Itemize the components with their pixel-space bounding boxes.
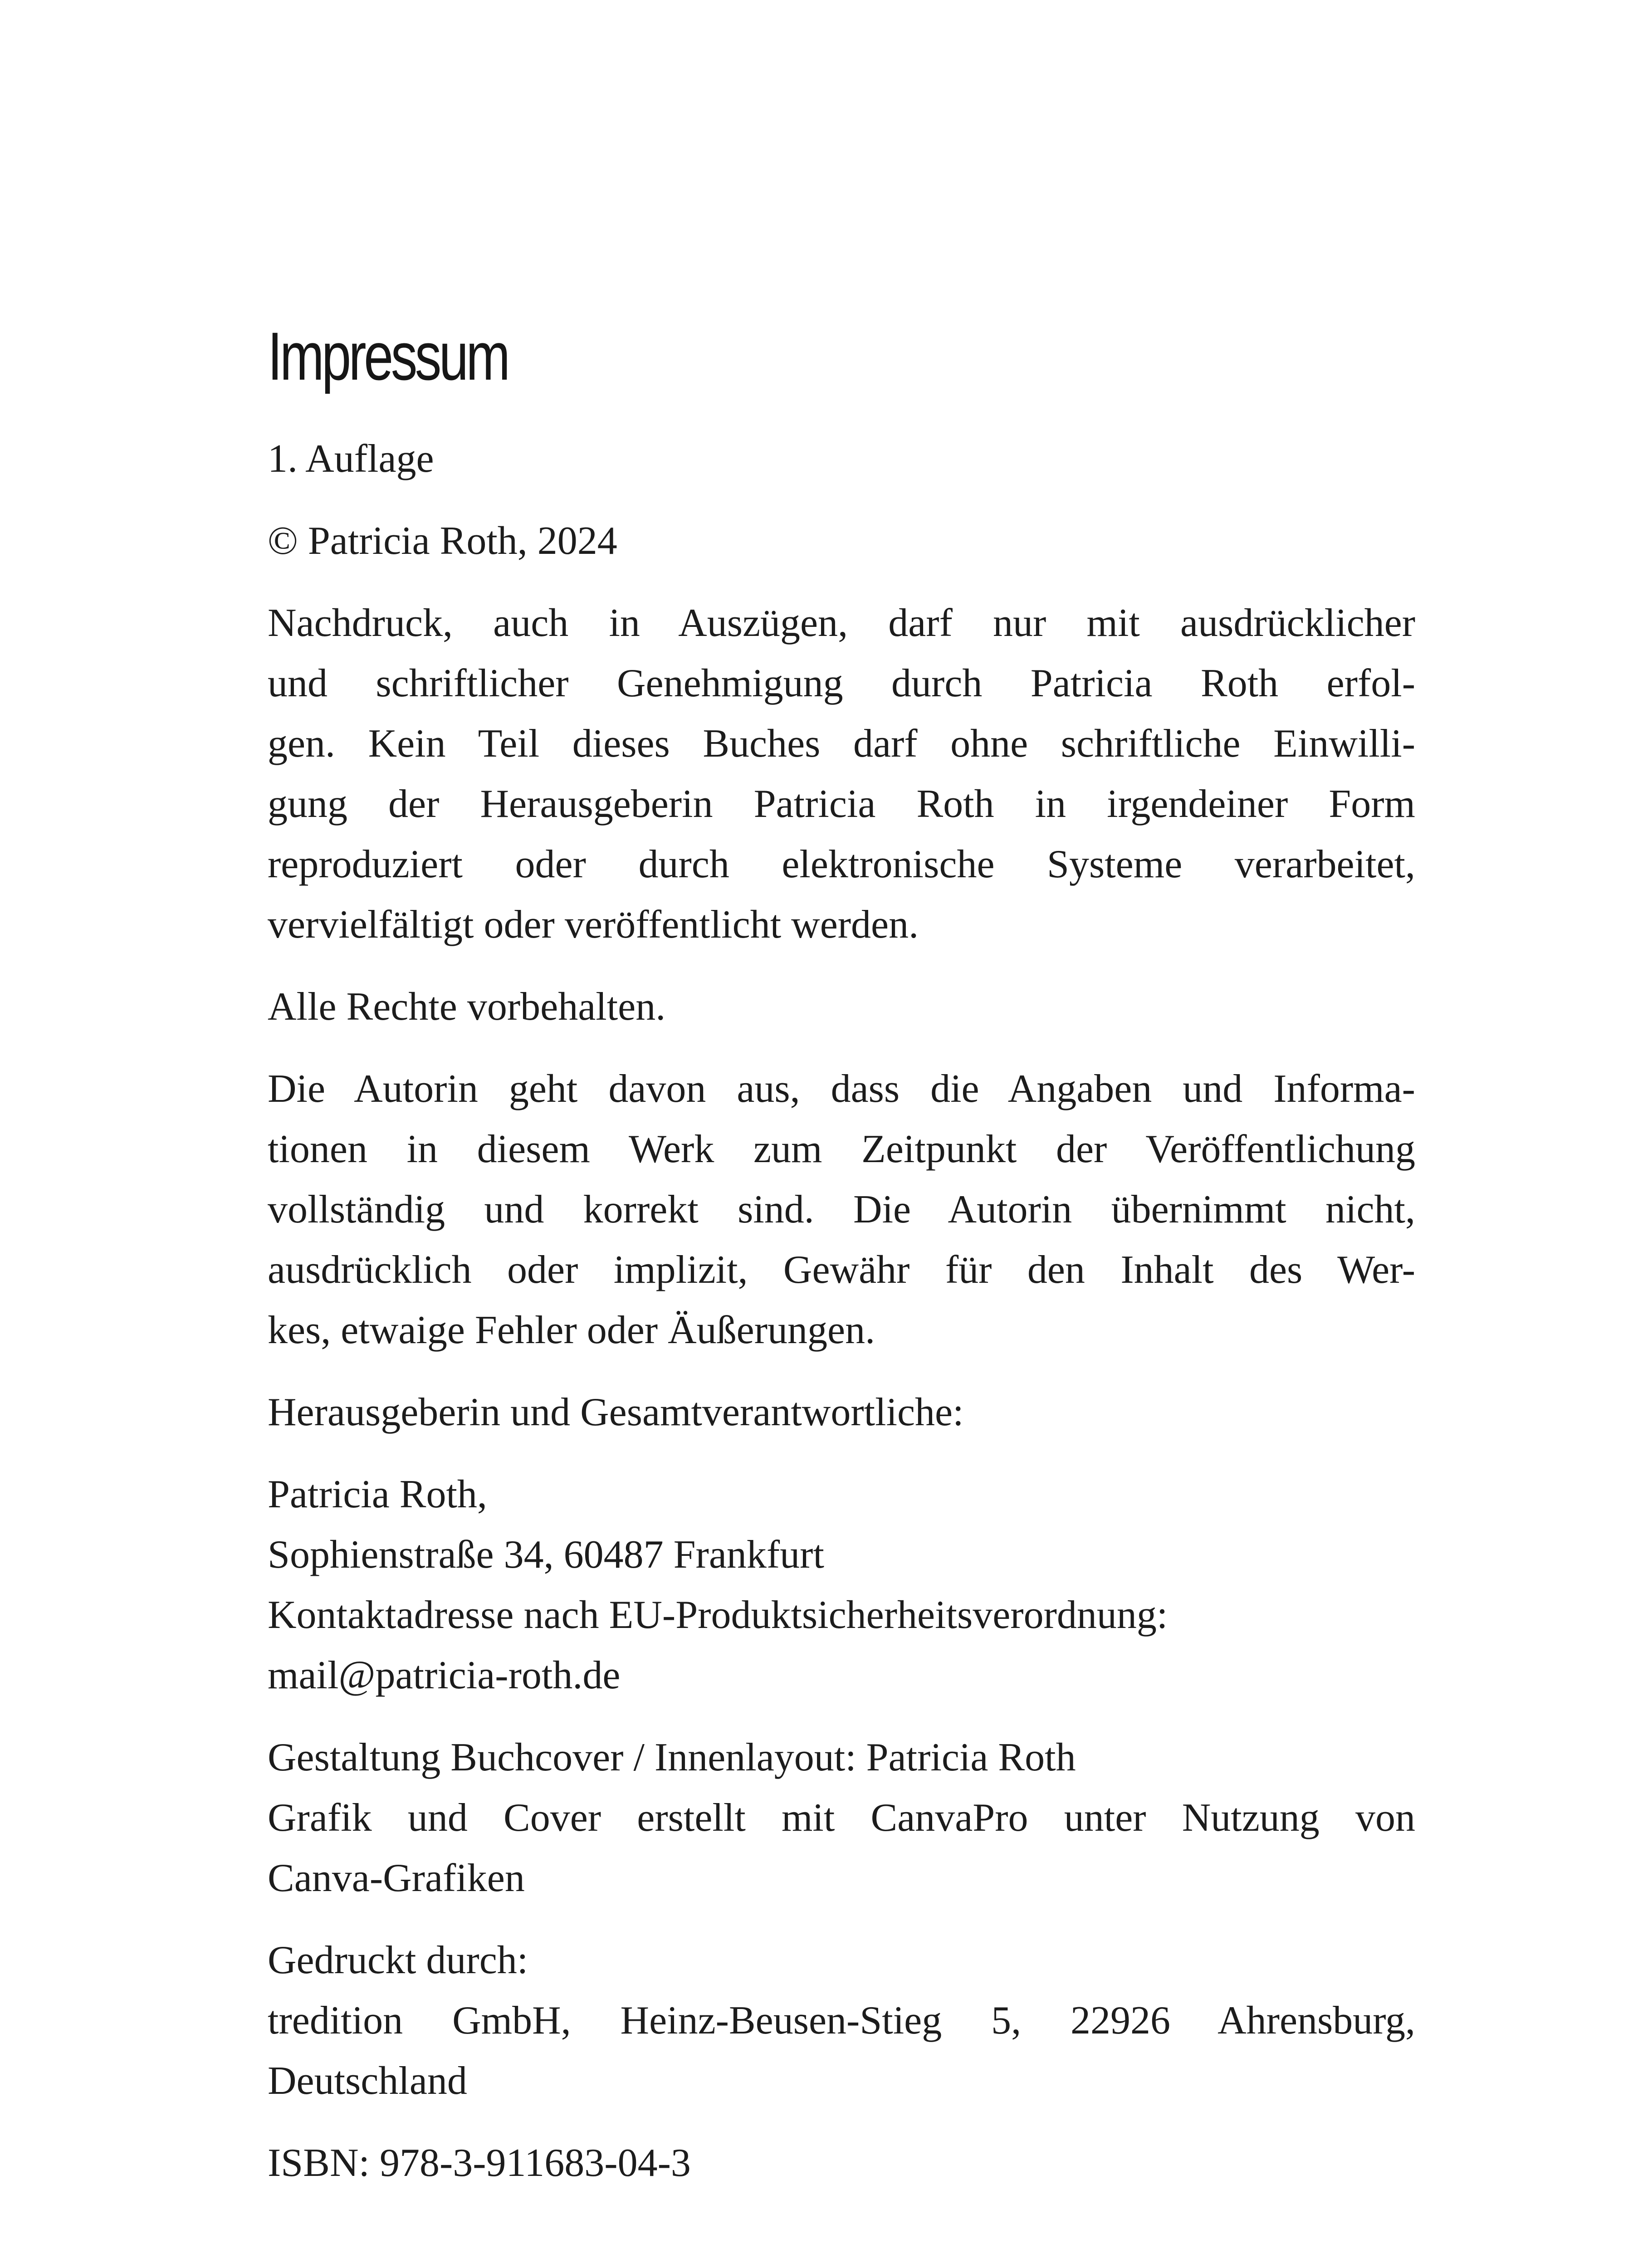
cover-layout-credit: Gestaltung Buchcover / Innenlayout: Patricia Roth [268,1735,1076,1779]
publisher-contact-label: Kontaktadresse nach EU-Produktsicherheitsverordnung: [268,1593,1168,1637]
edition-line: 1. Auflage [268,437,434,481]
disclaimer-line: kes, etwaige Fehler oder Äußerungen. [268,1308,875,1352]
reprint-notice-line: Nachdruck, auch in Auszügen, darf nur mit ausdrücklicher [268,601,1415,645]
rights-reserved-text [268,977,1415,1037]
printer-block [268,1930,1415,2111]
copyright-text [268,511,1415,571]
design-credits [268,1727,1415,1908]
reprint-notice-line: und schriftlicher Genehmigung durch Patricia Roth erfol- [268,661,1415,705]
isbn-line: ISBN: 978-3-911683-04-3 [268,2141,691,2185]
page-title: Impressum [268,318,508,394]
disclaimer-line: vollständig und korrekt sind. Die Autorin übernimmt nicht, [268,1188,1415,1232]
isbn-text [268,2133,1415,2193]
graphics-credit-line: Grafik und Cover erstellt mit CanvaPro unter Nutzung von [268,1796,1415,1840]
printer-country: Deutschland [268,2059,467,2103]
publisher-block [268,1464,1415,1706]
printer-address-line: tredition GmbH, Heinz-Beusen-Stieg 5, 22926 Ahrensburg, [268,1999,1415,2043]
reprint-notice-line: vervielfältigt oder veröffentlicht werden. [268,903,919,947]
disclaimer-paragraph [268,1059,1415,1360]
publisher-heading-line: Herausgeberin und Gesamtverantwortliche: [268,1390,964,1434]
disclaimer-line: ausdrücklich oder implizit, Gewähr für den Inhalt des Wer- [268,1248,1415,1292]
publisher-address: Sophienstraße 34, 60487 Frankfurt [268,1533,824,1577]
disclaimer-line: tionen in diesem Werk zum Zeitpunkt der Veröffentlichung [268,1127,1415,1171]
publisher-email: mail@patricia-roth.de [268,1653,621,1697]
reprint-notice-line: gung der Herausgeberin Patricia Roth in irgendeiner Form [268,782,1415,826]
rights-reserved-line: Alle Rechte vorbehalten. [268,985,666,1029]
reprint-notice-line: gen. Kein Teil dieses Buches darf ohne schriftliche Einwilli- [268,722,1415,766]
disclaimer-line: Die Autorin geht davon aus, dass die Angaben und Informa- [268,1067,1415,1111]
impressum-content [268,320,1415,2215]
edition-text [268,429,1415,489]
reprint-notice-paragraph [268,593,1415,955]
copyright-line: © Patricia Roth, 2024 [268,519,617,563]
reprint-notice-line: reproduziert oder durch elektronische Systeme verarbeitet, [268,842,1415,886]
printer-label: Gedruckt durch: [268,1938,528,1982]
graphics-credit-line: Canva-Grafiken [268,1856,525,1900]
publisher-heading [268,1382,1415,1442]
publisher-name: Patricia Roth, [268,1472,487,1516]
